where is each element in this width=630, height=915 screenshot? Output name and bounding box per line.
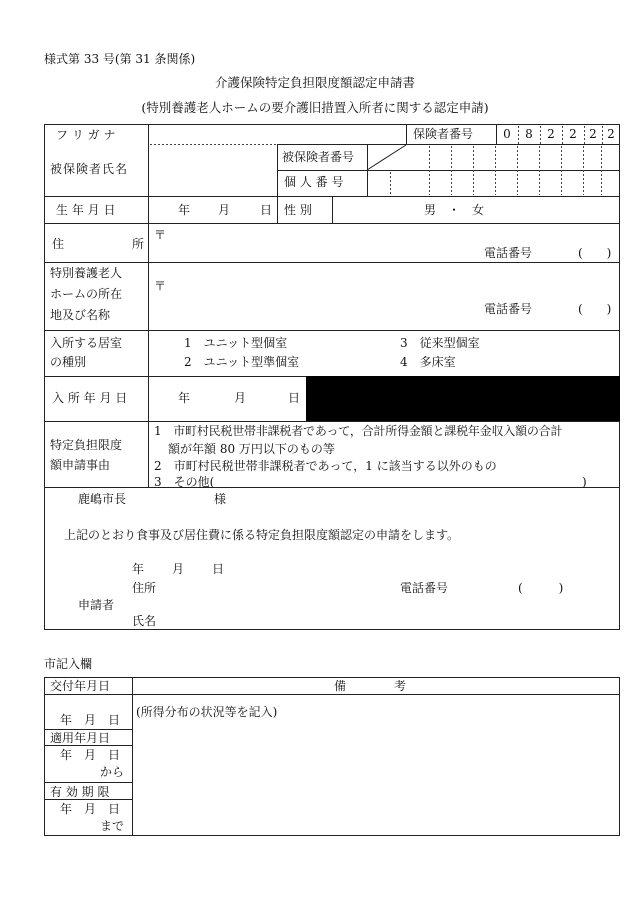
- facility-label-line1: 特別養護老人: [50, 266, 123, 280]
- facility-label-line2: ホームの所在: [50, 287, 123, 301]
- birth-month: 月: [218, 203, 231, 217]
- admission-year: 年: [178, 391, 191, 405]
- reason-option-1[interactable]: 1 市町村民税世帯非課税者であって，合計所得金額と課税年金収入額の合計: [154, 424, 563, 438]
- birth-day: 日: [260, 203, 273, 217]
- remarks-note: (所得分布の状況等を記入): [136, 705, 278, 719]
- facility-postal-mark: 〒: [154, 279, 167, 293]
- insurer-number-digit: 2: [569, 127, 577, 141]
- furigana-label: フ リ ガ ナ: [56, 128, 116, 142]
- form-title: 介護保険特定負担限度額認定申請書: [214, 75, 415, 90]
- apply-date-from: から: [100, 765, 125, 779]
- mayor-honorific: 様: [214, 492, 227, 506]
- room-type-label-line2: の種別: [50, 355, 87, 369]
- insurer-number-digit: 8: [525, 127, 533, 141]
- sex-options[interactable]: 男 ・ 女: [424, 203, 485, 217]
- issue-date-label: 交付年月日: [50, 679, 111, 693]
- apply-date-label: 適用年月日: [50, 731, 111, 745]
- room-option-2[interactable]: 2 ユニット型準個室: [184, 355, 300, 369]
- address-label-suffix: 所: [132, 237, 145, 251]
- personal-number-input[interactable]: [369, 172, 619, 195]
- applicant-phone-label: 電話番号: [400, 581, 449, 595]
- room-option-4[interactable]: 4 多床室: [400, 355, 456, 369]
- insurer-number-digit: 2: [589, 127, 597, 141]
- reason-option-3-close: ): [582, 475, 587, 489]
- request-statement: 上記のとおり食事及び居住費に係る特定負担限度額認定の申請をします。: [64, 528, 460, 542]
- form-number: 様式第 33 号(第 31 条関係): [44, 52, 196, 66]
- room-option-1[interactable]: 1 ユニット型個室: [184, 336, 288, 350]
- postal-mark: 〒: [154, 228, 167, 242]
- insurer-number-digit: 0: [503, 127, 511, 141]
- facility-phone-label: 電話番号: [484, 302, 533, 316]
- valid-period-ymd: 年 月 日: [60, 802, 121, 816]
- applicant-label: 申請者: [78, 598, 115, 612]
- personal-number-label: 個 人 番 号: [284, 175, 344, 189]
- address-label: 住: [52, 237, 65, 251]
- reason-option-1-cont: 額が年額 80 万円以下のもの等: [168, 442, 335, 456]
- application-day: 日: [212, 562, 225, 576]
- insurer-number-digit: 2: [607, 127, 615, 141]
- city-use-section-label: 市記入欄: [44, 657, 93, 671]
- sex-label: 性 別: [284, 203, 312, 217]
- room-option-3[interactable]: 3 従来型個室: [400, 336, 480, 350]
- form-subtitle: (特別養護老人ホームの要介護旧措置入所者に関する認定申請): [141, 100, 489, 115]
- reason-label-line2: 額申請事由: [50, 458, 111, 472]
- room-type-label-line1: 入所する居室: [50, 336, 123, 350]
- remarks-header: 備 考: [334, 679, 407, 693]
- reason-label-line1: 特定負担限度: [50, 438, 123, 452]
- insurer-number-label: 保険者番号: [413, 127, 474, 141]
- address-phone-paren: ( ): [578, 246, 612, 260]
- reason-option-2[interactable]: 2 市町村民税世帯非課税者であって，1 に該当する以外のもの: [154, 459, 497, 473]
- applicant-address-label: 住所: [132, 581, 157, 595]
- address-input[interactable]: [150, 225, 618, 261]
- facility-input[interactable]: [150, 264, 618, 329]
- address-phone-label: 電話番号: [484, 246, 533, 260]
- reason-option-3[interactable]: 3 その他(: [154, 475, 215, 489]
- apply-date-ymd: 年 月 日: [60, 748, 121, 762]
- applicant-phone-paren: ( ): [518, 581, 564, 595]
- admission-day: 日: [288, 391, 301, 405]
- insured-name-label: 被保険者氏名: [50, 162, 129, 176]
- admission-date-label: 入 所 年 月 日: [52, 391, 128, 405]
- application-year: 年: [132, 562, 145, 576]
- facility-label-line3: 地及び名称: [50, 308, 111, 322]
- mayor-addressee: 鹿嶋市長: [78, 492, 127, 506]
- application-month: 月: [172, 562, 185, 576]
- birth-year: 年: [178, 203, 191, 217]
- remarks-input[interactable]: [134, 721, 618, 834]
- redaction-box: [306, 376, 620, 421]
- valid-period-until: まで: [100, 819, 125, 833]
- application-form-table: [44, 124, 620, 630]
- furigana-input[interactable]: [150, 126, 276, 143]
- issue-date-ymd: 年 月 日: [60, 713, 121, 727]
- admission-month: 月: [234, 391, 247, 405]
- applicant-name-label: 氏名: [132, 614, 157, 628]
- valid-period-label: 有 効 期 限: [50, 785, 110, 799]
- insurer-number-digit: 2: [547, 127, 555, 141]
- birth-date-label: 生 年 月 日: [56, 203, 116, 217]
- facility-phone-paren: ( ): [578, 302, 612, 316]
- city-use-table: [44, 677, 620, 836]
- insured-person-number-label: 被保険者番号: [282, 150, 355, 164]
- insured-person-number-input[interactable]: [408, 146, 619, 169]
- insured-name-input[interactable]: [150, 146, 276, 195]
